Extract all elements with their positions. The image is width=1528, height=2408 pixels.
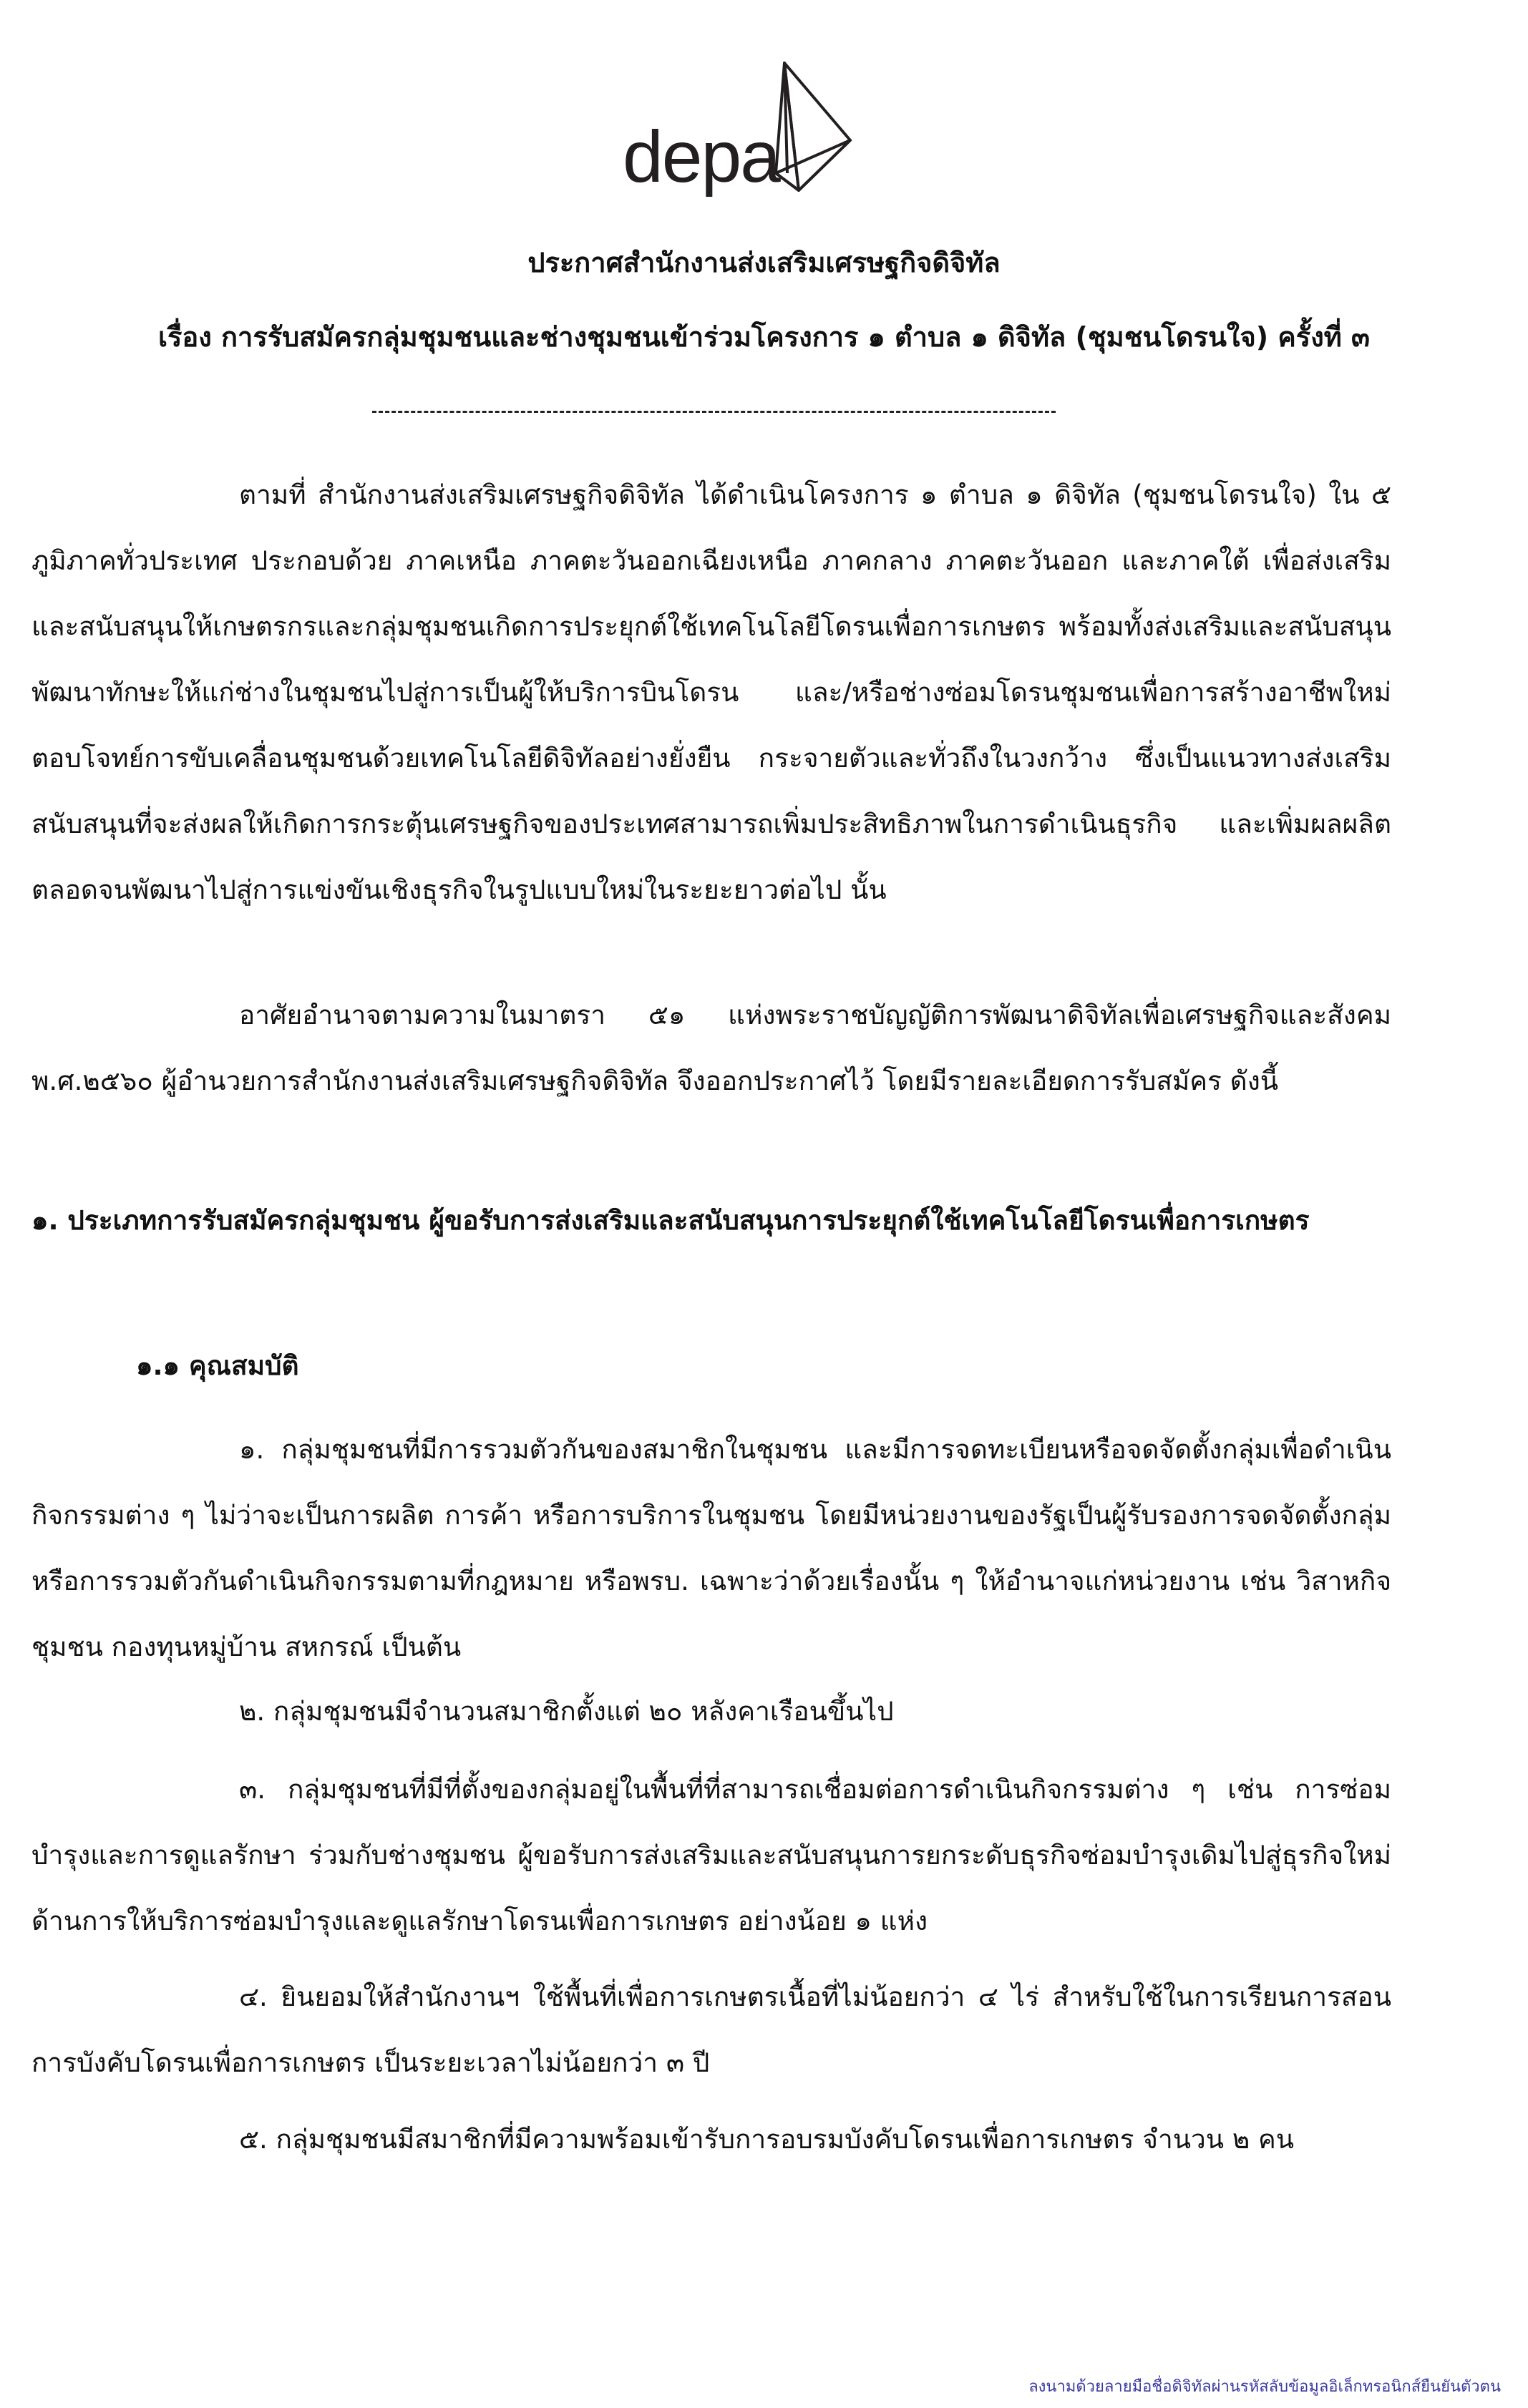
depa-logo	[623, 57, 859, 200]
logo-wordmark: depa	[623, 116, 779, 198]
qualification-item-1: ๑. กลุ่มชุมชนที่มีการรวมตัวกันของสมาชิกในชุมชน และมีการจดทะเบียนหรือจดจัดตั้งกลุ่มเพื่อดำเนินกิจกรรมต่าง ๆ ไม่ว่าจะเป็นการผลิต การค้า หรือการบริการในชุมชน โดยมีหน่วยงานของรัฐเป็นผู้รับรองการจดจัดตั้งกลุ่ม หรือการรวมตัวกันดำเนินกิจกรรมตามที่กฎหมาย หรือพรบ. เฉพาะว่าด้วยเรื่องนั้น ๆ ให้อำนาจแก่หน่วยงาน เช่น วิสาหกิจชุมชน กองทุนหมู่บ้าน สหกรณ์ เป็นต้น	[31, 1434, 1391, 1662]
digital-signature-note: ลงนามด้วยลายมือชื่อดิจิทัลผ่านรหัสลับข้อมูลอิเล็กทรอนิกส์ยืนยันตัวตน	[1028, 2378, 1501, 2396]
separator-line	[372, 411, 1056, 413]
section-1-1-heading: ๑.๑ คุณสมบัติ	[136, 1350, 299, 1381]
qualification-item-4: ๔. ยินยอมให้สำนักงานฯ ใช้พื้นที่เพื่อการเกษตรเนื้อที่ไม่น้อยกว่า ๔ ไร่ สำหรับใช้ในการเรียนการสอนการบังคับโดรนเพื่อการเกษตร เป็นระยะเวลาไม่น้อยกว่า ๓ ปี	[31, 1982, 1391, 2078]
qualification-item-5: ๕. กลุ่มชุมชนมีสมาชิกที่มีความพร้อมเข้ารับการอบรมบังคับโดรนเพื่อการเกษตร จำนวน ๒ คน	[239, 2124, 1295, 2155]
qualification-item-3: ๓. กลุ่มชุมชนที่มีที่ตั้งของกลุ่มอยู่ในพื้นที่ที่สามารถเชื่อมต่อการดำเนินกิจกรรมต่าง ๆ เช่น การซ่อมบำรุงและการดูแลรักษา ร่วมกับช่างชุมชน ผู้ขอรับการส่งเสริมและสนับสนุนการยกระดับธุรกิจซ่อมบำรุงเดิมไปสู่ธุรกิจใหม่ ด้านการให้บริการซ่อมบำรุงและดูแลรักษาโดรนเพื่อการเกษตร อย่างน้อย ๑ แห่ง	[31, 1774, 1391, 1936]
authority-paragraph: อาศัยอำนาจตามความในมาตรา ๕๑ แห่งพระราชบัญญัติการพัฒนาดิจิทัลเพื่อเศรษฐกิจและสังคม พ.ศ.๒๕๖๐ ผู้อำนวยการสำนักงานส่งเสริมเศรษฐกิจดิจิทัล จึงออกประกาศไว้ โดยมีรายละเอียดการรับสมัคร ดังนี้	[31, 1000, 1391, 1096]
qualification-item-2: ๒. กลุ่มชุมชนมีจำนวนสมาชิกตั้งแต่ ๒๐ หลังคาเรือนขึ้นไป	[239, 1696, 894, 1727]
section-1-heading: ๑. ประเภทการรับสมัครกลุ่มชุมชน ผู้ขอรับการส่งเสริมและสนับสนุนการประยุกต์ใช้เทคโนโลยีโดรนเพื่อการเกษตร	[31, 1205, 1310, 1236]
document-subject: เรื่อง การรับสมัครกลุ่มชุมชนและช่างชุมชนเข้าร่วมโครงการ ๑ ตำบล ๑ ดิจิทัล (ชุมชนโดรนใจ) ครั้งที่ ๓	[157, 321, 1371, 353]
document-title: ประกาศสำนักงานส่งเสริมเศรษฐกิจดิจิทัล	[527, 247, 1001, 278]
intro-paragraph: ตามที่ สำนักงานส่งเสริมเศรษฐกิจดิจิทัล ได้ดำเนินโครงการ ๑ ตำบล ๑ ดิจิทัล (ชุมชนโดรนใจ) ใน ๕ ภูมิภาคทั่วประเทศ ประกอบด้วย ภาคเหนือ ภาคตะวันออกเฉียงเหนือ ภาคกลาง ภาคตะวันออก และภาคใต้ เพื่อส่งเสริมและสนับสนุนให้เกษตรกรและกลุ่มชุมชนเกิดการประยุกต์ใช้เทคโนโลยีโดรนเพื่อการเกษตร พร้อมทั้งส่งเสริมและสนับสนุนพัฒนาทักษะให้แก่ช่างในชุมชนไปสู่การเป็นผู้ให้บริการบินโดรน และ/หรือช่างซ่อมโดรนชุมชนเพื่อการสร้างอาชีพใหม่ ตอบโจทย์การขับเคลื่อนชุมชนด้วยเทคโนโลยีดิจิทัลอย่างยั่งยืน กระจายตัวและทั่วถึงในวงกว้าง ซึ่งเป็นแนวทางส่งเสริมสนับสนุนที่จะส่งผลให้เกิดการกระตุ้นเศรษฐกิจของประเทศสามารถเพิ่มประสิทธิภาพในการดำเนินธุรกิจ และเพิ่มผลผลิต ตลอดจนพัฒนาไปสู่การแข่งขันเชิงธุรกิจในรูปแบบใหม่ในระยะยาวต่อไป นั้น	[31, 479, 1391, 905]
